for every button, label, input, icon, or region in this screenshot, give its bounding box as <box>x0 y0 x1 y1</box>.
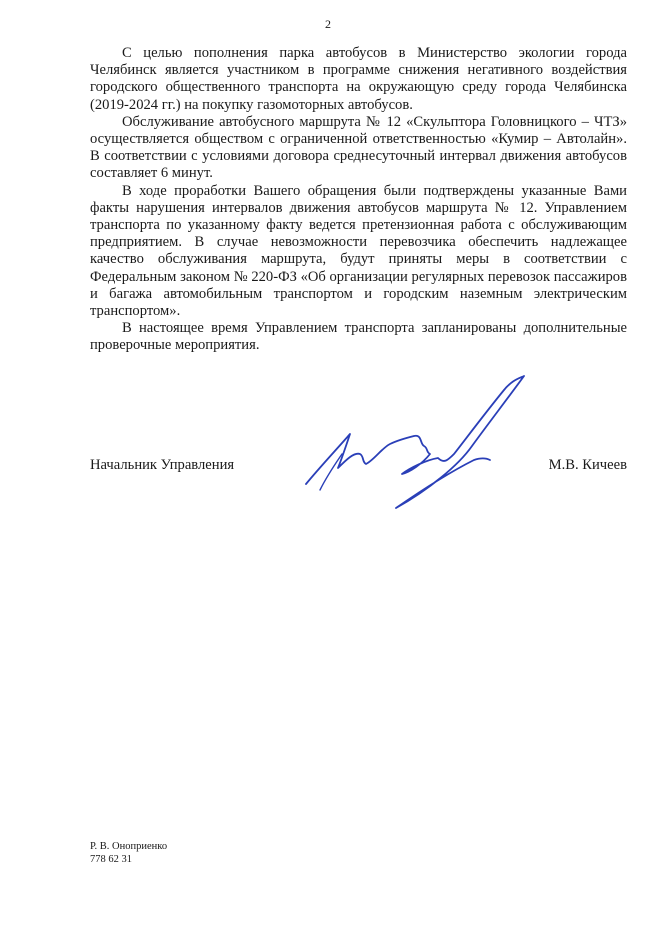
paragraph-planned-checks: В настоящее время Управлением транспорта запланированы дополнительные проверочные мероприятия. <box>90 320 627 354</box>
executor-name: Р. В. Оноприенко <box>90 841 168 852</box>
handwritten-signature <box>298 372 538 517</box>
signature-stroke <box>306 376 524 508</box>
paragraph-route-service: Обслуживание автобусного маршрута № 12 «Скульптора Головницкого – ЧТЗ» осуществляется обществом с ограниченной ответственностью «Кумир – Автолайн». В соответствии с условиями договора среднесуточный интервал движения автобусов составляет 6 минут. <box>90 113 627 182</box>
signatory-name: М.В. Кичеев <box>548 457 627 473</box>
signatory-title: Начальник Управления <box>90 457 235 473</box>
signature-stroke <box>320 454 342 490</box>
paragraph-bus-fleet: С целью пополнения парка автобусов в Министерство экологии города Челябинск является участником в программе снижения негативного воздействия городского общественного транспорта на окружающую среду города Челябинска (2019-2024 гг.) на покупку газомоторных автобусов. <box>90 45 627 113</box>
executor-info <box>90 840 167 866</box>
paragraph-complaint-review: В ходе проработки Вашего обращения были подтверждены указанные Вами факты нарушения интервалов движения автобусов маршрута № 12. Управлением транспорта по указанному факту ведется претензионная работа с обслуживающим предприятием. В случае невозможности перевозчика обеспечить надлежащее качество обслуживания маршрута, будут приняты меры в соответствии с Федеральным законом № 220-ФЗ «Об организации регулярных перевозок пассажиров и багажа автомобильным транспортом и городским наземным электрическим транспортом». <box>90 182 627 320</box>
letter-body <box>90 45 627 355</box>
page-number: 2 <box>325 17 331 31</box>
executor-phone: 778 62 31 <box>90 854 132 865</box>
